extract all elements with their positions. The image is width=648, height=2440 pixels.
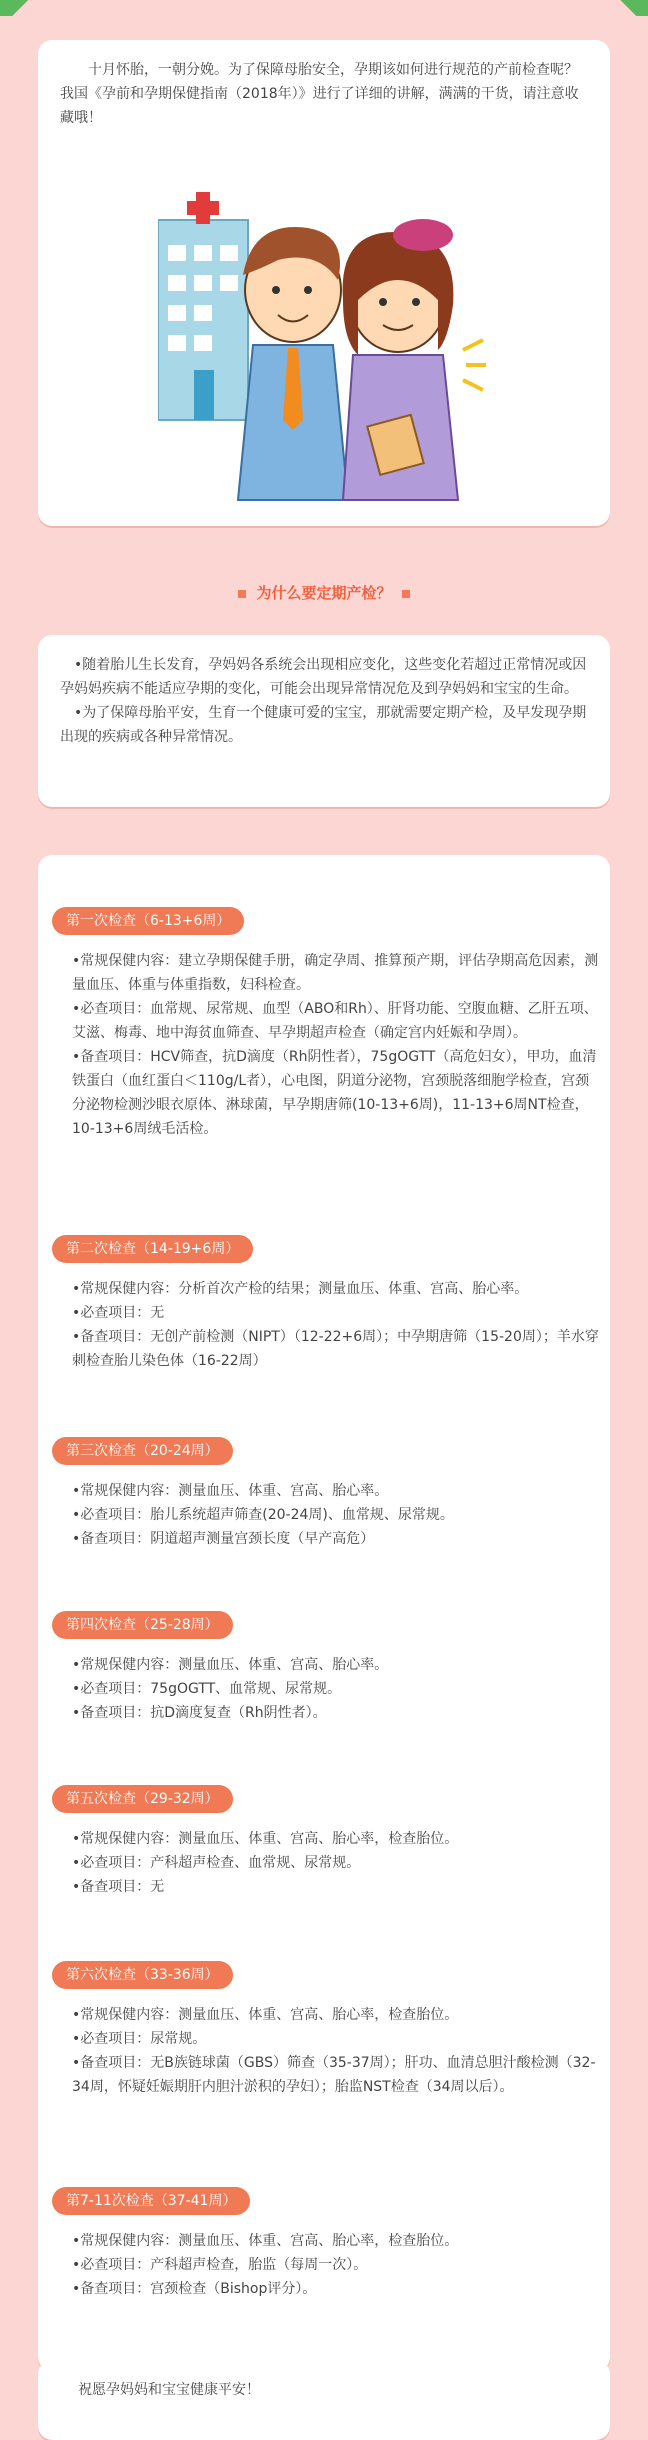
why-paragraph: •随着胎儿生长发育，孕妈妈各系统会出现相应变化，这些变化若超过正常情况或因孕妈妈疾病不能适应孕期的变化，可能会出现异常情况危及到孕妈妈和宝宝的生命。 bbox=[60, 657, 587, 697]
leaf-decoration-left bbox=[0, 0, 40, 16]
visit-item: •必查项目：胎儿系统超声筛查(20-24周)、血常规、尿常规。 bbox=[72, 1507, 454, 1523]
why-paragraph: •为了保障母胎平安，生育一个健康可爱的宝宝，那就需要定期产检，及早发现孕期出现的疾病或各种异常情况。 bbox=[60, 705, 587, 745]
visit-section-5 bbox=[52, 1785, 600, 1899]
why-card bbox=[38, 635, 610, 807]
closing-card bbox=[38, 2360, 610, 2440]
visit-section-7 bbox=[52, 2187, 600, 2301]
visit-item: •备查项目：无 bbox=[72, 1879, 165, 1895]
visit-item: •必查项目：75gOGTT、血常规、尿常规。 bbox=[72, 1681, 342, 1697]
visit-section-4 bbox=[52, 1611, 600, 1725]
visit-item: •常规保健内容：建立孕期保健手册，确定孕周、推算预产期，评估孕期高危因素，测量血压、体重与体重指数，妇科检查。 bbox=[72, 953, 599, 993]
visit-badge: 第六次检查（33-36周） bbox=[52, 1961, 233, 1989]
visit-item: •必查项目：尿常规。 bbox=[72, 2031, 207, 2047]
visit-item: •备查项目：无B族链球菌（GBS）筛查（35-37周）；肝功、血清总胆汁酸检测（32-34周，怀疑妊娠期肝内胆汁淤积的孕妇）；胎监NST检查（34周以后）。 bbox=[72, 2055, 596, 2095]
doctor-couple-illustration bbox=[158, 180, 488, 510]
square-bullet-icon bbox=[238, 590, 246, 598]
visit-item: •备查项目：抗D滴度复查（Rh阴性者）。 bbox=[72, 1705, 327, 1721]
leaf-decoration-right bbox=[608, 0, 648, 16]
visit-section-1 bbox=[52, 907, 600, 1141]
visit-item: •常规保健内容：测量血压、体重、宫高、胎心率，检查胎位。 bbox=[72, 2233, 459, 2249]
visit-badge: 第四次检查（25-28周） bbox=[52, 1611, 233, 1639]
visit-section-2 bbox=[52, 1235, 600, 1373]
square-bullet-icon bbox=[402, 590, 410, 598]
visit-badge: 第一次检查（6-13+6周） bbox=[52, 907, 244, 935]
closing-text: 祝愿孕妈妈和宝宝健康平安！ bbox=[78, 2382, 260, 2398]
visit-item: •必查项目：无 bbox=[72, 1305, 165, 1321]
intro-card bbox=[38, 40, 610, 526]
visit-item: •备查项目：宫颈检查（Bishop评分）。 bbox=[72, 2281, 317, 2297]
visit-item: •必查项目：血常规、尿常规、血型（ABO和Rh）、肝肾功能、空腹血糖、乙肝五项、艾滋、梅毒、地中海贫血筛查、早孕期超声检查（确定宫内妊娠和孕周）。 bbox=[72, 1001, 598, 1041]
visit-item: •常规保健内容：测量血压、体重、宫高、胎心率。 bbox=[72, 1483, 389, 1499]
visit-item: •常规保健内容：测量血压、体重、宫高、胎心率。 bbox=[72, 1657, 389, 1673]
visit-item: •必查项目：产科超声检查，胎监（每周一次）。 bbox=[72, 2257, 368, 2273]
visit-badge: 第五次检查（29-32周） bbox=[52, 1785, 233, 1813]
schedule-card bbox=[38, 855, 610, 2371]
visit-item: •备查项目：HCV筛查，抗D滴度（Rh阴性者），75gOGTT（高危妇女），甲功，血清铁蛋白（血红蛋白＜110g/L者），心电图，阴道分泌物，宫颈脱落细胞学检查，宫颈分泌物检测沙眼衣原体、淋球菌，早孕期唐筛(10-13+6周)，11-13+6周NT检查，10-13+6周绒毛活检。 bbox=[72, 1049, 597, 1137]
visit-section-6 bbox=[52, 1961, 600, 2099]
visit-badge: 第三次检查（20-24周） bbox=[52, 1437, 233, 1465]
visit-item: •备查项目：阴道超声测量宫颈长度（早产高危） bbox=[72, 1531, 375, 1547]
visit-item: •必查项目：产科超声检查、血常规、尿常规。 bbox=[72, 1855, 361, 1871]
visit-badge: 第7-11次检查（37-41周） bbox=[52, 2187, 250, 2215]
visit-item: •常规保健内容：测量血压、体重、宫高、胎心率，检查胎位。 bbox=[72, 2007, 459, 2023]
intro-text: 十月怀胎，一朝分娩。为了保障母胎安全，孕期该如何进行规范的产前检查呢？我国《孕前和孕期保健指南（2018年）》进行了详细的讲解，满满的干货，请注意收藏哦！ bbox=[60, 62, 579, 126]
visit-item: •备查项目：无创产前检测（NIPT）（12-22+6周）；中孕期唐筛（15-20周）；羊水穿刺检查胎儿染色体（16-22周） bbox=[72, 1329, 599, 1369]
why-section-title: 为什么要定期产检？ bbox=[0, 582, 648, 603]
visit-section-3 bbox=[52, 1437, 600, 1551]
visit-item: •常规保健内容：测量血压、体重、宫高、胎心率，检查胎位。 bbox=[72, 1831, 459, 1847]
visit-badge: 第二次检查（14-19+6周） bbox=[52, 1235, 253, 1263]
visit-item: •常规保健内容：分析首次产检的结果；测量血压、体重、宫高、胎心率。 bbox=[72, 1281, 529, 1297]
